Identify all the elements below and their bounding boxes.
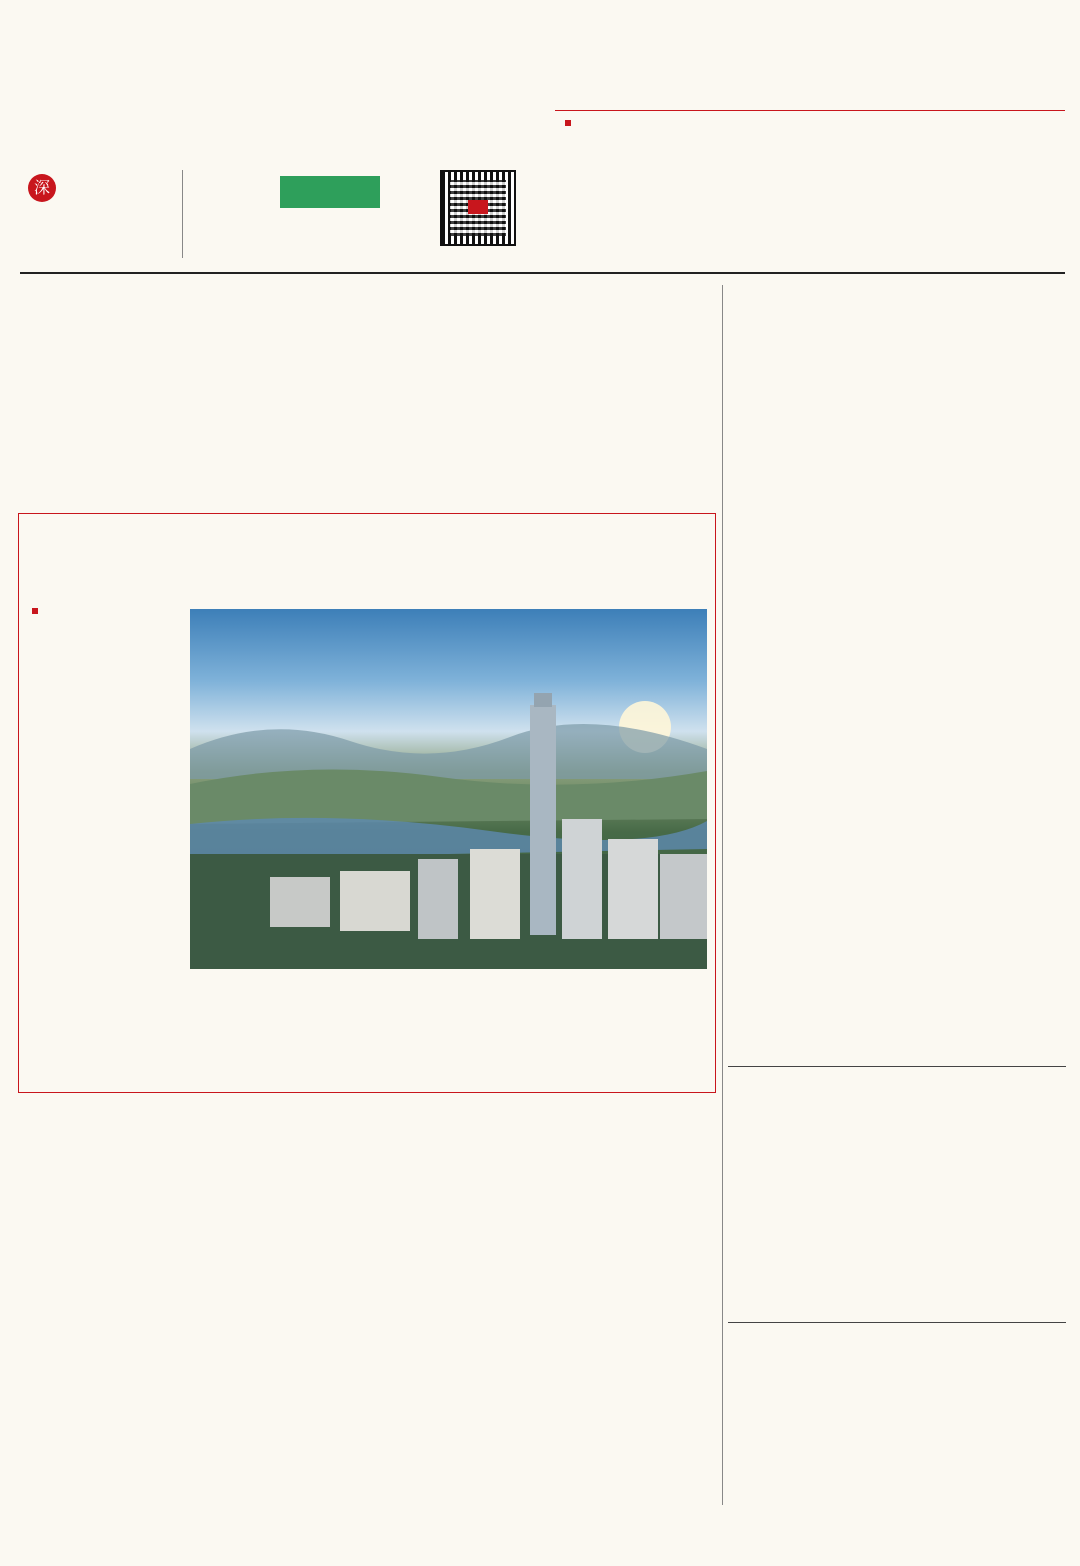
hetao-byline — [32, 605, 42, 616]
lead-col1 — [32, 466, 182, 496]
hetao-col4 — [532, 994, 702, 1074]
lead-col4 — [542, 466, 692, 496]
lead-col3 — [372, 466, 522, 496]
editorial-byline — [565, 117, 575, 128]
hetao-col1 — [32, 624, 182, 980]
paper-icon: 深 — [28, 174, 56, 202]
date-block — [198, 168, 428, 258]
huang-col2 — [902, 406, 1066, 1052]
qr-logo — [468, 200, 488, 214]
huang-col1 — [734, 406, 894, 1060]
hetao-col1b — [32, 1020, 182, 1084]
meng-col1 — [734, 1108, 894, 1306]
qr-code[interactable] — [440, 170, 516, 246]
hetao-col3 — [364, 994, 524, 1084]
hetao-col2 — [196, 994, 356, 1084]
masthead-logo — [18, 8, 538, 138]
editorial-col2 — [710, 117, 888, 254]
city-skyline-illustration — [190, 609, 707, 969]
lead-col2 — [202, 466, 352, 496]
editorial-col3 — [898, 117, 1066, 242]
hetao-photo — [190, 609, 707, 969]
weekday-badge — [280, 176, 380, 208]
editorial-col1 — [562, 136, 704, 254]
meng-col2 — [902, 1108, 1066, 1306]
